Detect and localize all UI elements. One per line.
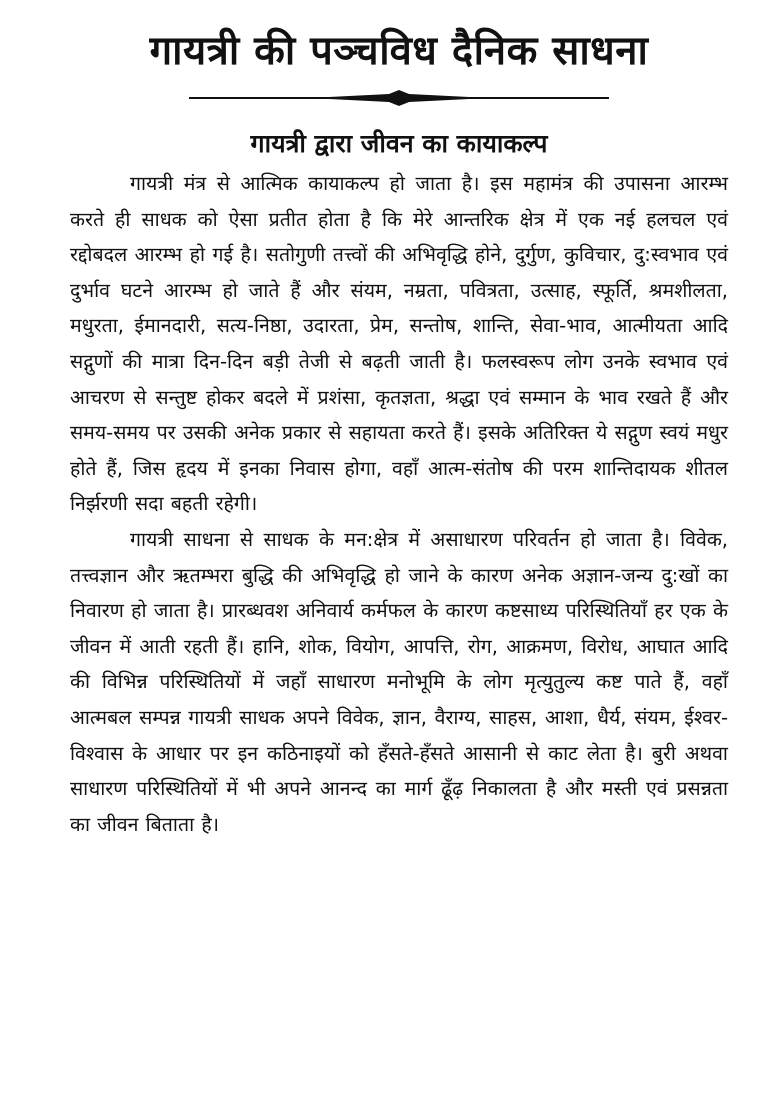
paragraph-2: गायत्री साधना से साधक के मन:क्षेत्र में असाधारण परिवर्तन हो जाता है। विवेक, तत्त्वज्ञान और ऋतम्भरा बुद्धि की अभिवृद्धि हो जाने के कारण अनेक अज्ञान-जन्य दु:खों का निवारण हो जाता है। प्रारब्धवश अनिवार्य कर्मफल के कारण कष्टसाध्य परिस्थितियाँ हर एक के जीवन में आती रहती हैं। हानि, शोक, वियोग, आपत्ति, रोग, आक्रमण, विरोध, आघात आदि की विभिन्न परिस्थितियों में जहाँ साधारण मनोभूमि के लोग मृत्युतुल्य कष्ट पाते हैं, वहाँ आत्मबल सम्पन्न गायत्री साधक अपने विवेक, ज्ञान, वैराग्य, साहस, आशा, धैर्य, संयम, ईश्वर-विश्वास के आधार पर इन कठिनाइयों को हँसते-हँसते आसानी से काट लेता है। बुरी अथवा साधारण परिस्थितियों में भी अपने आनन्द का मार्ग ढूँढ़ निकालता है और मस्ती एवं प्रसन्नता का जीवन बिताता है। [70, 527, 728, 836]
section-title: गायत्री द्वारा जीवन का कायाकल्प [250, 129, 548, 158]
paragraph-1: गायत्री मंत्र से आत्मिक कायाकल्प हो जाता है। इस महामंत्र की उपासना आरम्भ करते ही साधक को ऐसा प्रतीत होता है कि मेरे आन्तरिक क्षेत्र में एक नई हलचल एवं रद्दोबदल आरम्भ हो गई है। सतोगुणी तत्त्वों की अभिवृद्धि होने, दुर्गुण, कुविचार, दु:स्वभाव एवं दुर्भाव घटने आरम्भ हो जाते हैं और संयम, नम्रता, पवित्रता, उत्साह, स्फूर्ति, श्रमशीलता, मधुरता, ईमानदारी, सत्य-निष्ठा, उदारता, प्रेम, सन्तोष, शान्ति, सेवा-भाव, आत्मीयता आदि सद्गुणों की मात्रा दिन-दिन बड़ी तेजी से बढ़ती जाती है। फलस्वरूप लोग उनके स्वभाव एवं आचरण से सन्तुष्ट होकर बदले में प्रशंसा, कृतज्ञता, श्रद्धा एवं सम्मान के भाव रखते हैं और समय-समय पर उसकी अनेक प्रकार से सहायता करते हैं। इसके अतिरिक्त ये सद्गुण स्वयं मधुर होते हैं, जिस हृदय में इनका निवास होगा, वहाँ आत्म-संतोष की परम शान्तिदायक शीतल निर्झरणी सदा बहती रहेगी। [70, 172, 728, 516]
page-title: गायत्री की पञ्चविध दैनिक साधना [149, 28, 649, 74]
title-divider-ornament [189, 88, 609, 108]
